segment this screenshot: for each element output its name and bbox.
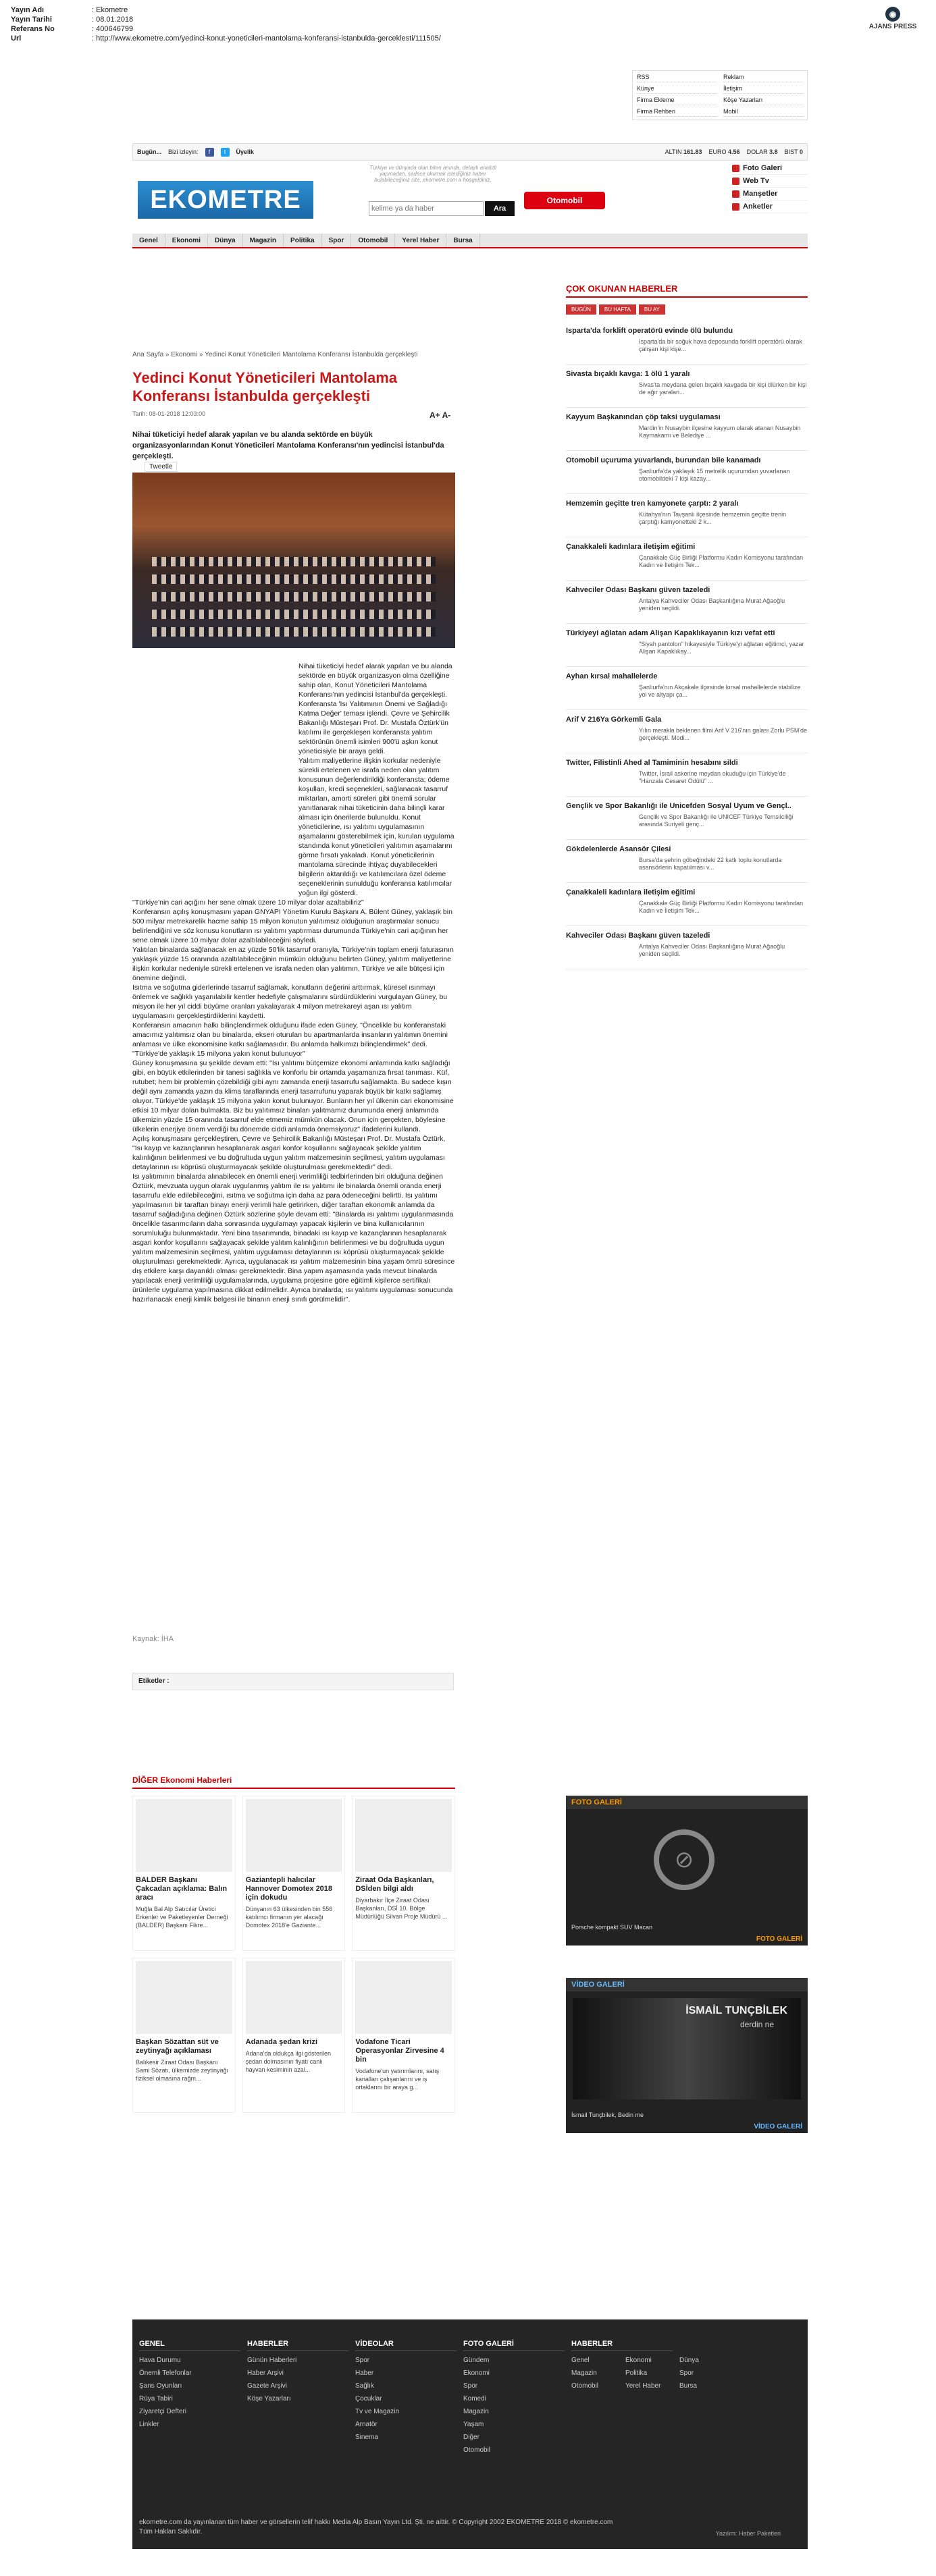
footer-link[interactable]: Spor	[355, 2357, 370, 2364]
popular-item-title[interactable]: Türkiyeyi ağlatan adam Alişan Kapaklıkayanın kızı vefat etti	[566, 629, 775, 637]
nav-item[interactable]: Dünya	[208, 234, 243, 247]
other-news-image	[355, 1799, 452, 1872]
article-paragraph: Isı yalıtımının binalarda alınabilecek en önemli enerji verimliliği tedbirlerinden biri olduğuna değinen Öztürk, mevzuata uygun olarak uygulanmış yalıtım ile ısı yalıtımı ile binalarda önemli oranda enerji tasarrufu elde edilebileceğini, ısıtma ve soğutma için daha az para ödeneceğini belirtti. Isı yalıtımı yapılmasının bir taraftan binayı enerji verimli hale getirirken, diğer taraftan ekonomik anlamda da tasarruf sağladığına değinen Öztürk sözlerine şöyle devam etti: "Binalarda ısı yalıtımı uygulanmasında öncelikle tasarımcıların daha sonrasında uygulamayı yapacak kişilerin ve bina kullanıcılarının sorumluluğu bulunmaktadır. Yeni bina tasarımında, binadaki ısı kayıp ve kazançlarının hesaplanarak asgari konfor koşullarını sağlayacak şekilde yalıtım kalınlığının belirlenmesi ve bu doğrultuda uygun yalıtım malzemesinin seçilmesi, yalıtım uygulaması detaylarının ısı köprüsü oluşturmayacak şekilde oluşturulması gerekmektedir. Ayrıca, uygulanacak ısı yalıtım malzemesinin bina yaşam ömrü süresince dış etkilere karşı dayanıklı olması gerekmektedir. Bina yapım aşamasında yada mevcut binalarda yapılacak enerji verimliliği uygulamalarında, uygulama projesine göre eğitimli kişilerce sertifikalı ürünlerle uygulama yapılmasına dikkat edilmelidir. Ayrıca binalarda; ısı yalıtımı uygulaması sonucunda hazırlanacak enerji kimlik belgesi ile binanın enerji sınıfı görülmelidir".	[132, 1173, 455, 1304]
popular-item[interactable]	[566, 581, 808, 624]
footer-link[interactable]: Ekonomi	[625, 2357, 652, 2364]
currency-name: DOLAR	[746, 149, 768, 155]
other-news-desc: Adana'da oldukça ilgi gösterilen şedan dolmasının fiyatı canlı hayvan kesiminin azal...	[245, 2050, 331, 2073]
audience-row	[152, 557, 436, 566]
other-news-image	[246, 1961, 342, 2034]
popular-item[interactable]	[566, 537, 808, 581]
footer-column-title: FOTO GALERİ	[463, 2340, 565, 2351]
nav-item[interactable]: Otomobil	[351, 234, 395, 247]
top-link[interactable]: Reklam	[723, 74, 803, 82]
footer-column	[679, 2340, 781, 2395]
other-news-desc: Muğla Bal Alp Satıcılar Üretici Erkenler ve Paketleyenler Derneği (BALDER) Başkanı Fikre...	[136, 1906, 228, 1929]
footer-link[interactable]: Spor	[679, 2369, 694, 2377]
audience-row	[152, 610, 436, 619]
other-news-title[interactable]: Adanada şedan krizi	[245, 2038, 318, 2046]
footer-column-title: GENEL	[139, 2340, 240, 2351]
popular-item-desc: Yılın merakla beklenen filmi Arif V 216'nın galası Zorlu PSM'de gerçekleşti. Modi...	[639, 727, 808, 741]
footer-link[interactable]: Ekonomi	[463, 2369, 490, 2377]
meta-value: : 400646799	[92, 25, 134, 33]
footer-link[interactable]: Şans Oyunları	[139, 2382, 182, 2390]
currency-item	[665, 149, 702, 155]
video-caption[interactable]: İsmail Tunçbilek, Bedin me	[571, 2112, 644, 2118]
ajans-label: AJANS PRESS	[868, 23, 917, 30]
footer-link[interactable]: Politika	[625, 2369, 648, 2377]
other-news-desc: Balıkesir Ziraat Odası Başkanı Sami Sözatı, ülkemizde zeytinyağı fiziksel olmasına rağm...	[136, 2059, 229, 2082]
foto-caption[interactable]: Porsche kompakt SUV Macan	[571, 1924, 653, 1931]
popular-item-desc: Kütahya'nın Tavşanlı ilçesinde hemzemin geçitte trenin çarptığı kamyonetteki 2 k...	[639, 511, 787, 525]
meta-key: Url	[11, 34, 22, 43]
popular-item[interactable]	[566, 667, 808, 710]
popular-item-desc: Sivas'ta meydana gelen bıçaklı kavgada bir kişi ölürken bir kişi de ağır yaralan...	[639, 381, 807, 396]
other-news-title: DİĞER Ekonomi Haberleri	[132, 1775, 455, 1789]
gallery-label: Web Tv	[743, 177, 769, 185]
popular-item[interactable]	[566, 883, 808, 926]
other-news-desc: Dünyanın 63 ülkesinden bin 556 katılımcı firmanın yer alacağı Domotex 2018'e Gaziante...	[245, 1906, 333, 1929]
article-paragraph: Konferansın açılış konuşmasını yapan GNYAPI Yönetim Kurulu Başkanı A. Bülent Güney, yaklaşık bin 500 milyar metrekarelik hacme sahip 15 milyon konutun yalıtımsız olduğunun araştırmalar sonucu belirlendiğini ve söz konusu konutların ısı yalıtımı yaptırması durumunda Türkiye'nin cari açığının her sene olmak üzere 10 milyar dolar azaltılabileceğini söyledi.	[132, 908, 452, 944]
meta-row	[11, 5, 686, 15]
other-news-card[interactable]	[132, 1796, 236, 1951]
article-lead: Nihai tüketiciyi hedef alarak yapılan ve bu alanda sektörde en büyük organizasyonlarından Konut Yöneticileri Mantolama Konferansı'nın yedincisi İstanbul'da gerçekleşti.	[132, 431, 444, 460]
popular-item-title[interactable]: Çanakkaleli kadınlara iletişim eğitimi	[566, 543, 696, 551]
footer-link[interactable]: Rüya Tabiri	[139, 2395, 173, 2403]
footer-link[interactable]: Komedi	[463, 2395, 486, 2403]
twitter-icon[interactable]: t	[221, 148, 230, 157]
popular-tab[interactable]: BU AY	[639, 304, 665, 315]
other-news-image	[246, 1799, 342, 1872]
popular-item-desc: Twitter, İsrail askerine meydan okuduğu için Türkiye'de "Hanzala Cesaret Ödülü" ...	[639, 770, 786, 784]
popular-item-desc: Gençlik ve Spor Bakanlığı ile UNICEF Türkiye Temsilciliği arasında Suriyeli genç...	[639, 813, 794, 828]
search-button[interactable]: Ara	[485, 201, 515, 216]
popular-item-title[interactable]: Kahveciler Odası Başkanı güven tazeledi	[566, 586, 710, 594]
gallery-icon	[732, 165, 739, 172]
currency-ticker	[665, 149, 803, 155]
page	[132, 68, 808, 2565]
video-galeri-box[interactable]	[566, 1978, 808, 2133]
popular-item[interactable]	[566, 494, 808, 537]
popular-item-desc: Şanlıurfa'nın Akçakale ilçesinde kırsal mahallelerde stabilize yol ve altyapı ça...	[639, 684, 801, 698]
popular-item[interactable]	[566, 710, 808, 753]
nav-item[interactable]: Spor	[322, 234, 352, 247]
footer-link[interactable]: Haber Arşivi	[247, 2369, 284, 2377]
other-news-title[interactable]: BALDER Başkanı Çakcadan açıklama: Balın aracı	[136, 1876, 228, 1902]
footer-link[interactable]: Otomobil	[463, 2446, 491, 2454]
popular-item-desc: Mardin'in Nusaybin ilçesine kayyum olarak atanan Nusaybin Kaymakamı ve Belediye ...	[639, 425, 801, 439]
meta-value: : Ekometre	[92, 6, 128, 14]
other-news-desc: Vodafone'un yatırımlarını, satış kanalları çalışanlarını ve iş ortaklarını bir araya g...	[355, 2068, 440, 2091]
meta-value: : http://www.ekometre.com/yedinci-konut-yoneticileri-mantolama-konferansi-istanbulda-gerceklesti/111505/	[92, 34, 441, 43]
audience-row	[152, 627, 436, 637]
camera-icon: ⊘	[654, 1829, 714, 1890]
meta-key: Referans No	[11, 25, 55, 33]
footer	[132, 2319, 808, 2549]
gallery-link[interactable]	[732, 175, 808, 188]
article-paragraph: Isıtma ve soğutma giderlerinde tasarruf sağlamak, konutların değerini arttırmak, küresel ısınmayı önlemek ve sağlıklı yaşanılabilir kentler hedefiyle çalışmalarını sürdürdüklerini vurgulayan Güney, bu misyon ile her yıl ciddi büyüme oranları yakalayarak 4 milyon metrekareyi aşan ısı yalıtım uygulamasını gerçekleştirdiklerini kaydetti.	[132, 984, 448, 1020]
facebook-icon[interactable]: f	[205, 148, 214, 157]
other-news-card[interactable]	[352, 1796, 455, 1951]
gallery-label: Manşetler	[743, 190, 778, 198]
tags-box: Etiketler :	[132, 1673, 454, 1690]
popular-item-desc: "Siyah pantolon" hikayesiyle Türkiye'yi ağlatan eğitimci, yazar Alişan Kapaklıkay...	[639, 641, 804, 655]
footer-link[interactable]: Günün Haberleri	[247, 2357, 297, 2364]
meta-key: Yayın Tarihi	[11, 16, 52, 24]
currency-name: BIST	[784, 149, 798, 155]
copyright: ekometre.com da yayınlanan tüm haber ve görsellerin telif hakkı Media Alp Basın Yayın Ltd. Şti. ne aittir. © Copyright 2002 EKOMETRE 2018 © ekometre.com Tüm Hakları Saklıdır.	[139, 2519, 613, 2535]
footer-link[interactable]: Diğer	[463, 2434, 479, 2441]
popular-item[interactable]	[566, 753, 808, 797]
footer-column	[463, 2340, 565, 2459]
article-paragraph: Açılış konuşmasını gerçekleştiren, Çevre ve Şehircilik Bakanlığı Müsteşarı Prof. Dr. Mustafa Öztürk, "Isı kayıp ve kazançlarının hesaplanarak asgari konfor koşullarını sağlayacak şekilde yalıtım kalınlığının belirlenmesi ve bu doğrultuda uygun yalıtım malzemesinin seçilmesi, yalıtım uygulaması detaylarının ısı köprüsü oluşturmayacak şekilde oluşturulması gerekmektedir" dedi.	[132, 1135, 446, 1171]
top-link[interactable]: Firma Ekleme	[637, 97, 717, 105]
footer-link[interactable]: Köşe Yazarları	[247, 2395, 291, 2403]
popular-item[interactable]	[566, 797, 808, 840]
footer-column-spacer	[679, 2340, 781, 2351]
article-paragraph: Konferansın amacının halkı bilinçlendirmek olduğunu ifade eden Güney, "Öncelikle bu konferanstaki amacımız yalıtımsız olan bu binalarda, ekseri oturulan bu apartmanlarda insanların yalıtımın önemini anlaması ve ülke ekonomisine katkı sağlamasıdır. Bu anlamda halkımızı bilinçlendirmek" dedi.	[132, 1021, 448, 1048]
nav-item[interactable]: Genel	[132, 234, 165, 247]
footer-column-title: VİDEOLAR	[355, 2340, 457, 2351]
nav-item[interactable]: Politika	[284, 234, 322, 247]
footer-link[interactable]: Magazin	[571, 2369, 597, 2377]
other-news-title[interactable]: Ziraat Oda Başkanları, DSİden bilgi aldı	[355, 1876, 434, 1893]
top-link[interactable]: Köşe Yazarları	[723, 97, 803, 105]
gallery-label: Foto Galeri	[743, 164, 783, 172]
header	[132, 162, 808, 230]
article-paragraph: Yalıtılan binalarda sağlanacak en az yüzde 50'lik tasarruf oranıyla, Türkiye'nin toplam enerji faturasının yaklaşık yüzde 15 oranında azaltılabileceğinin mümkün olduğunu belirten Güney, yalıtım maliyetlerine ilişkin korkular nedeniyle sürekli ertelenen ve israfa neden olan yalıtımın, Türkiye ve aile bütçesi için önemine değindi.	[132, 946, 454, 982]
popular-item[interactable]	[566, 451, 808, 494]
footer-link[interactable]: Tv ve Magazin	[355, 2408, 400, 2415]
meta-value: : 08.01.2018	[92, 16, 134, 24]
other-news-card[interactable]	[352, 1958, 455, 2113]
article-paragraph: Yalıtım maliyetlerine ilişkin korkular nedeniyle sürekli ertelenen ve israfa neden olan yalıtım konusunun değerlendirildiği konferansta; ödeme koşulları, kredi seçenekleri, sağlanacak tasarruf miktarları, amorti süreleri gibi önemli sorular yanıtlanarak nihai tüketicinin daha bilinçli karar alması için önerilerde bulunuldu. Konut yöneticilerine, ısı yalıtımı uygulamasının aşamalarını gösterebilmek için, kurulan uygulama standında konut yöneticileri yalıtımın aşamalarını görme fırsatı yakaladı. Konut yöneticilerinin mantolama sürecinde ihtiyaç duyabilecekleri bilgilerin aktarıldığı ve katılımcılara özel ödeme seçeneklerinin sunulduğu konferansa katılımcılar yoğun ilgi gösterdi.	[298, 757, 454, 897]
top-link[interactable]: Künye	[637, 85, 717, 94]
article-body	[132, 662, 455, 1304]
audience-row	[152, 574, 436, 584]
popular-item-title[interactable]: Isparta'da forklift operatörü evinde ölü bulundu	[566, 327, 733, 335]
footer-link[interactable]: Gündem	[463, 2357, 490, 2364]
popular-item[interactable]	[566, 408, 808, 451]
foto-galeri-title: FOTO GALERİ	[566, 1796, 808, 1809]
search-input[interactable]	[369, 201, 484, 216]
popular-item[interactable]	[566, 365, 808, 408]
video-song-name: derdin ne	[739, 2020, 774, 2029]
currency-value: 3.8	[769, 149, 778, 155]
popular-item-title[interactable]: Ayhan kırsal mahallelerde	[566, 672, 658, 680]
footer-column	[247, 2340, 348, 2408]
currency-item	[785, 149, 803, 155]
popular-item-title[interactable]: Twitter, Filistinli Ahed al Tamiminin hesabını sildi	[566, 759, 738, 767]
software-credit[interactable]: Yazılım: Haber Paketleri	[715, 2530, 781, 2537]
footer-column	[355, 2340, 457, 2446]
meta-row	[11, 15, 686, 24]
ajans-press-logo	[866, 7, 920, 30]
footer-link[interactable]: Gazete Arşivi	[247, 2382, 287, 2390]
article-paragraph: Nihai tüketiciyi hedef alarak yapılan ve bu alanda sektörde en büyük organizasyon olma özelliğine sahip olan, Konut Yöneticileri Mantolama Konferansı'nın yedincisi İstanbul'da gerçekleşti. Konferansta 'Isı Yalıtımının Önemi ve Sağladığı Katma Değer' teması işlendi. Çevre ve Şehircilik Bakanlığı Müsteşarı Prof. Dr. Mustafa Öztürk'ün katılımı ile gerçekleşen konferansta yalıtım sektörünün önemli isimleri 900'ü aşkın konut yöneticisiyle bir araya geldi.	[298, 662, 452, 755]
video-artist-name: İSMAİL TUNÇBİLEK	[685, 2005, 787, 2016]
nav-item[interactable]: Yerel Haber	[395, 234, 446, 247]
uyelik-link[interactable]: Üyelik	[236, 149, 255, 155]
top-link[interactable]: Firma Rehberi	[637, 108, 717, 117]
gallery-link[interactable]	[732, 162, 808, 175]
popular-item-title[interactable]: Hemzemin geçitte tren kamyonete çarptı: 2 yaralı	[566, 500, 739, 508]
popular-item-desc: Çanakkale Güç Birliği Platformu Kadın Komisyonu tarafından Kadın ve İletişim Tek...	[639, 554, 804, 568]
article-paragraph: "Türkiye'de yaklaşık 15 milyona yakın konut bulunuyor"	[132, 1050, 305, 1058]
top-link[interactable]: RSS	[637, 74, 717, 82]
popular-item-desc: Bursa'da şehrin göbeğindeki 22 katlı toplu konutlarda asansörlerin kapatılması v...	[639, 857, 782, 871]
popular-item-desc: Şanlıurfa'da yaklaşık 15 metrelik uçurumdan yuvarlanan otomobildeki 7 kişi kazay...	[639, 468, 790, 482]
footer-link[interactable]: Yaşam	[463, 2421, 484, 2428]
nav-item[interactable]: Bursa	[446, 234, 479, 247]
article-title: Yedinci Konut Yöneticileri Mantolama Konferansı İstanbulda gerçekleşti	[132, 369, 398, 404]
footer-column-title: HABERLER	[571, 2340, 673, 2351]
other-news-grid	[132, 1796, 455, 2113]
top-links	[632, 70, 808, 120]
popular-item[interactable]	[566, 321, 808, 365]
footer-link[interactable]: Sinema	[355, 2434, 378, 2441]
video-galeri-title: VİDEO GALERİ	[566, 1978, 808, 1991]
meta-row	[11, 34, 686, 43]
top-link[interactable]: Mobil	[723, 108, 803, 117]
footer-column-title: HABERLER	[247, 2340, 348, 2351]
popular-item[interactable]	[566, 624, 808, 667]
other-news-card[interactable]	[132, 1958, 236, 2113]
tagline: Türkiye ve dünyada olan biten anında, detaylı analizli yapmadan, sadece okumak istediğiniz haber bulabileceğiniz site, ekometre.com a hoşgeldiniz.	[369, 165, 497, 183]
other-news-title[interactable]: Başkan Sözattan süt ve zeytinyağı açıklaması	[136, 2038, 219, 2055]
footer-link[interactable]: Genel	[571, 2357, 590, 2364]
foto-galeri-box[interactable]	[566, 1796, 808, 1946]
tweet-button[interactable]: Tweetle	[145, 462, 177, 472]
popular-item-desc: Antalya Kahveciler Odası Başkanlığına Murat Ağaoğlu yeniden seçildi.	[639, 597, 785, 612]
article-paragraph: Güney konuşmasına şu şekilde devam etti: "Isı yalıtımı bütçemize ekonomi anlamında katkı sağladığı gibi, en büyük etkilerinden bir tanesi sağlıkla ve konforlu bir ortamda yaşamanıza fırsat tanıması. Küf, rutubet; hem bir problemin çözebildiği gibi aynı zamanda enerji tasarrufu sağlamakta. Bu sadece kışın değil aynı zamanda yazın da klima taraflarında enerji tasarrufunu yaparak büyük bir katkı sağlamış oluyor. Türkiye'de yaklaşık 15 milyona yakın konut bulunuyor. Bunların her yıl ülkenin cari ekonomisine etkisi 10 milyar dolan bulmakta. Biz bu yalıtımsız binaları yalıtmamız durumunda enerji anlamında ülkemizin yüzde 15 oranında tasarruf elde etmemiz mümkün olacak. Onun için gerçekten, böylesine ülkelerin enerjiye önem verdiği bu dönemde ciddi anlamda önemsiyoruz" ifadelerini kullandı.	[132, 1059, 454, 1133]
footer-link[interactable]: Çocuklar	[355, 2395, 382, 2403]
footer-link[interactable]: Bursa	[679, 2382, 698, 2390]
ajans-logo-icon: ◉	[885, 7, 900, 22]
gallery-label: Anketler	[743, 203, 773, 211]
currency-item	[709, 149, 740, 155]
footer-link[interactable]: Yerel Haber	[625, 2382, 661, 2390]
currency-name: EURO	[708, 149, 727, 155]
gallery-link[interactable]	[732, 188, 808, 200]
gallery-links	[732, 162, 808, 213]
other-news-image	[136, 1799, 232, 1872]
follow-label: Bizi izleyin:	[168, 149, 199, 155]
popular-tab[interactable]: BU HAFTA	[599, 304, 636, 315]
footer-link[interactable]: Hava Durumu	[139, 2357, 181, 2364]
article-photo	[132, 473, 455, 648]
footer-link[interactable]: Arnatör	[355, 2421, 378, 2428]
site-logo[interactable]: EKOMETRE	[138, 181, 313, 219]
popular-item-title[interactable]: Sivasta bıçaklı kavga: 1 ölü 1 yaralı	[566, 370, 690, 378]
meta-row	[11, 24, 686, 34]
popular-item[interactable]	[566, 926, 808, 969]
footer-link[interactable]: Spor	[463, 2382, 478, 2390]
gallery-icon	[732, 178, 739, 185]
video-thumbnail	[573, 1998, 801, 2099]
top-link[interactable]: İletişim	[723, 85, 803, 94]
popular-item-title[interactable]: Çanakkaleli kadınlara iletişim eğitimi	[566, 888, 696, 896]
font-size-buttons[interactable]: A+ A-	[430, 410, 451, 420]
other-news-image	[136, 1961, 232, 2034]
popular-item-title[interactable]: Otomobil uçuruma yuvarlandı, burundan bile kanamadı	[566, 456, 761, 464]
currency-value: 4.56	[728, 149, 740, 155]
popular-item-title[interactable]: Arif V 216Ya Görkemli Gala	[566, 716, 662, 724]
popular-list	[566, 321, 808, 969]
currency-value: 161.83	[683, 149, 702, 155]
breadcrumb: Ana Sayfa » Ekonomi » Yedinci Konut Yöneticileri Mantolama Konferansı İstanbulda gerçekleşti	[132, 351, 418, 358]
nav-item[interactable]: Magazin	[243, 234, 284, 247]
popular-item[interactable]	[566, 840, 808, 883]
gallery-icon	[732, 190, 739, 198]
popular-item-title[interactable]: Gençlik ve Spor Bakanlığı ile Unicefden Sosyal Uyum ve Gençl..	[566, 802, 791, 810]
footer-link[interactable]: Magazin	[463, 2408, 489, 2415]
currency-value: 0	[799, 149, 803, 155]
video-galeri-link[interactable]: VİDEO GALERİ	[754, 2123, 802, 2130]
gallery-icon	[732, 203, 739, 211]
today-label: Bugün...	[137, 149, 161, 155]
currency-item	[747, 149, 778, 155]
popular-item-title[interactable]: Kahveciler Odası Başkanı güven tazeledi	[566, 932, 710, 940]
footer-column	[139, 2340, 240, 2434]
gallery-link[interactable]	[732, 200, 808, 213]
popular-title: ÇOK OKUNAN HABERLER	[566, 284, 808, 298]
popular-item-desc: Çanakkale Güç Birliği Platformu Kadın Komisyonu tarafından Kadın ve İletişim Tek...	[639, 900, 804, 914]
top-bar	[132, 143, 808, 161]
other-news-title[interactable]: Vodafone Ticari Operasyonlar Zirvesine 4 bin	[355, 2038, 444, 2064]
meta-key: Yayın Adı	[11, 6, 45, 14]
other-news-card[interactable]	[242, 1796, 346, 1951]
sidebar	[566, 284, 808, 969]
other-news-card[interactable]	[242, 1958, 346, 2113]
footer-link[interactable]: Linkler	[139, 2421, 159, 2428]
popular-item-title[interactable]: Kayyum Başkanından çöp taksi uygulaması	[566, 413, 721, 421]
popular-tab[interactable]: BUGÜN	[566, 304, 596, 315]
popular-tabs	[566, 304, 808, 315]
main-nav	[132, 234, 808, 248]
meta-header	[11, 5, 686, 43]
popular-item-desc: Antalya Kahveciler Odası Başkanlığına Murat Ağaoğlu yeniden seçildi.	[639, 943, 785, 957]
footer-link[interactable]: Önemli Telefonlar	[139, 2369, 192, 2377]
popular-item-desc: Isparta'da bir soğuk hava deposunda forklift operatörü olarak çalışan kişi kişe...	[639, 338, 802, 352]
footer-link[interactable]: Sağlık	[355, 2382, 374, 2390]
source-label: Kaynak: İHA	[132, 1635, 174, 1643]
footer-link[interactable]: Ziyaretçi Defteri	[139, 2408, 187, 2415]
other-news-image	[355, 1961, 452, 2034]
audience-row	[152, 592, 436, 601]
footer-link[interactable]: Haber	[355, 2369, 374, 2377]
otomobil-button[interactable]: Otomobil	[524, 192, 605, 209]
currency-name: ALTIN	[665, 149, 682, 155]
footer-link[interactable]: Dünya	[679, 2357, 699, 2364]
other-news-desc: Diyarbakır İlçe Ziraat Odası Başkanları, DSİ 10. Bölge Müdürlüğü Silvan Proje Müdürü ...	[355, 1897, 448, 1920]
article-paragraph: "Türkiye'nin cari açığını her sene olmak üzere 10 milyar dolar azaltabiliriz"	[132, 898, 364, 907]
foto-galeri-link[interactable]: FOTO GALERİ	[756, 1935, 802, 1943]
nav-item[interactable]: Ekonomi	[165, 234, 208, 247]
footer-link[interactable]: Otomobil	[571, 2382, 599, 2390]
other-news-title[interactable]: Gaziantepli halıcılar Hannover Domotex 2018 için dokudu	[245, 1876, 333, 1902]
article-date: Tarih: 08-01-2018 12:03:00	[132, 410, 206, 417]
popular-item-title[interactable]: Gökdelenlerde Asansör Çilesi	[566, 845, 671, 853]
